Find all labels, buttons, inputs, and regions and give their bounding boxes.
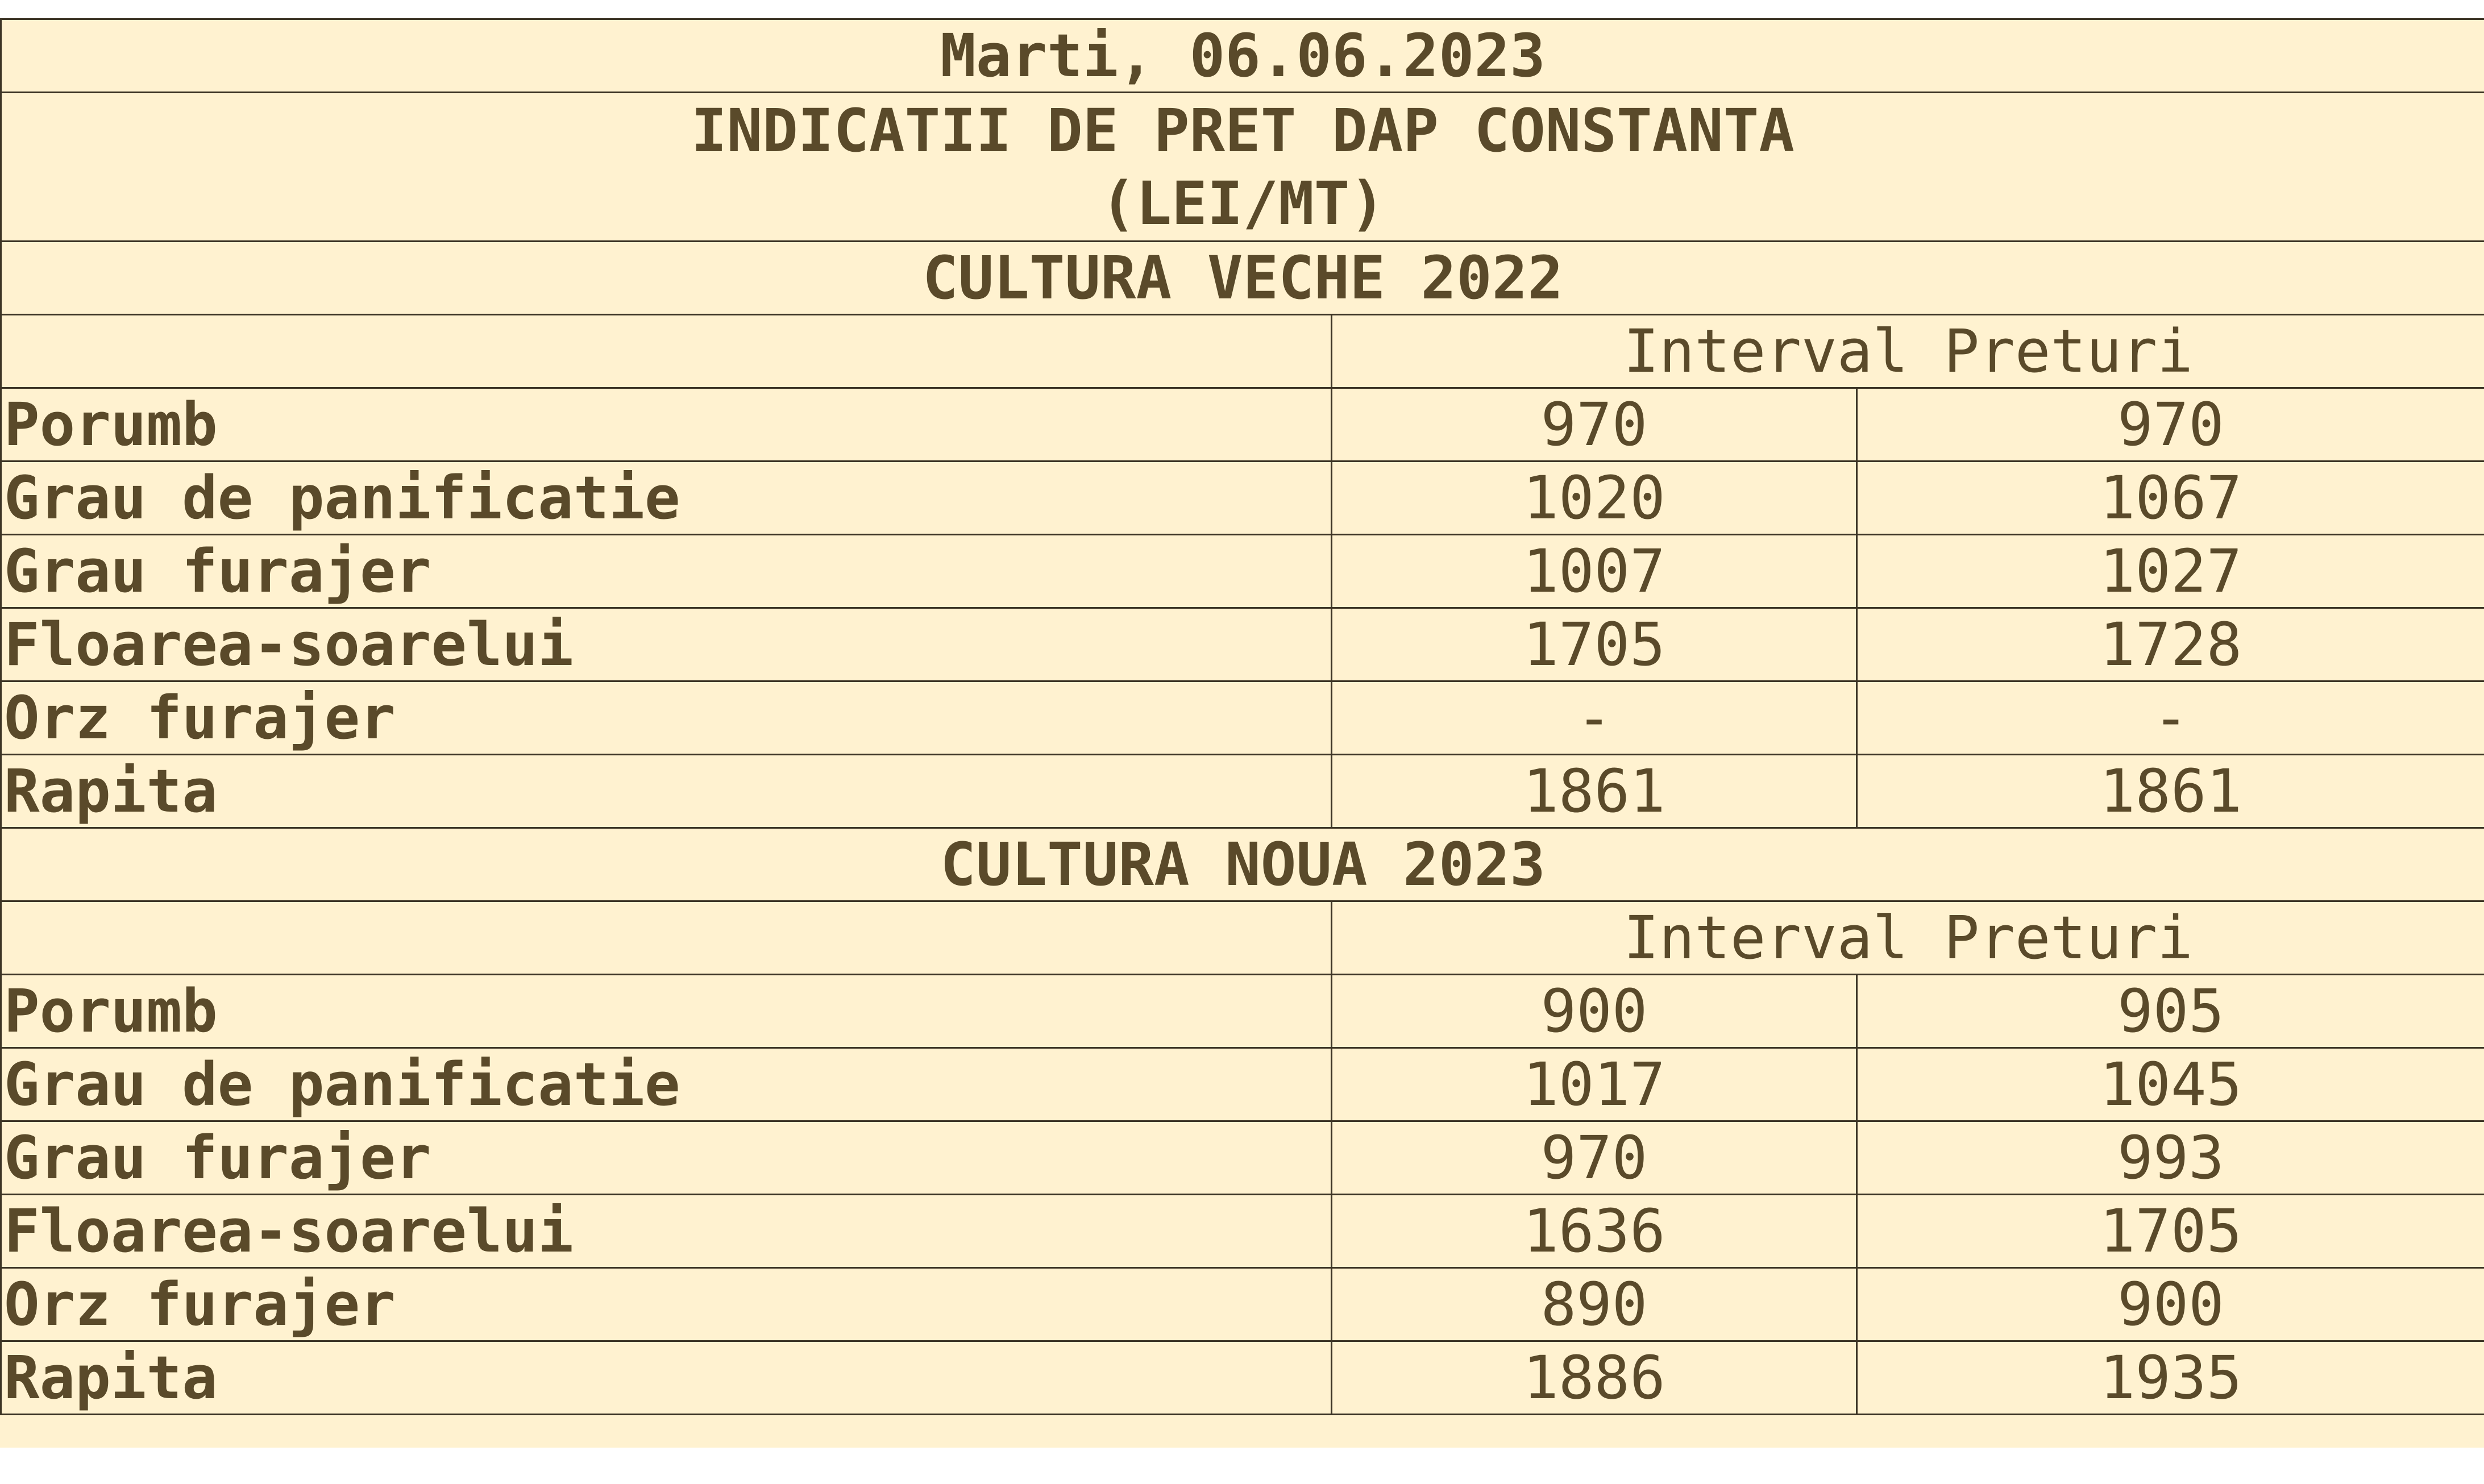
section-header-row [1, 828, 2484, 901]
crop-name: Rapita [1, 1341, 1332, 1415]
crop-name: Floarea-soarelui [1, 1195, 1332, 1268]
range-header-row [1, 901, 2484, 975]
price-table [0, 18, 2484, 1415]
price-max: 1027 [1857, 535, 2484, 608]
price-min: 890 [1332, 1268, 1857, 1341]
table-row [1, 681, 2484, 755]
table-row [1, 1341, 2484, 1415]
crop-name: Porumb [1, 975, 1332, 1048]
crop-name: Grau de panificatie [1, 1048, 1332, 1121]
price-min: 900 [1332, 975, 1857, 1048]
price-min: 1705 [1332, 608, 1857, 681]
range-header-empty [1, 901, 1332, 975]
price-max: 993 [1857, 1121, 2484, 1195]
crop-name: Grau furajer [1, 535, 1332, 608]
table-row [1, 755, 2484, 828]
title-row [1, 93, 2484, 242]
price-max: 1705 [1857, 1195, 2484, 1268]
crop-name: Floarea-soarelui [1, 608, 1332, 681]
price-max: 1728 [1857, 608, 2484, 681]
price-min: 970 [1332, 388, 1857, 462]
crop-name: Porumb [1, 388, 1332, 462]
title-line-2: (LEI/MT) [1100, 168, 1385, 238]
table-row [1, 1268, 2484, 1341]
range-header-row [1, 315, 2484, 388]
table-row [1, 975, 2484, 1048]
range-header-empty [1, 315, 1332, 388]
crop-name: Orz furajer [1, 681, 1332, 755]
price-min: 1861 [1332, 755, 1857, 828]
price-max: 970 [1857, 388, 2484, 462]
crop-name: Rapita [1, 755, 1332, 828]
range-header-label: Interval Preturi [1332, 315, 2484, 388]
price-max: 905 [1857, 975, 2484, 1048]
table-row [1, 535, 2484, 608]
price-min: 1007 [1332, 535, 1857, 608]
price-max: 1067 [1857, 462, 2484, 535]
price-min: 970 [1332, 1121, 1857, 1195]
price-max: 1935 [1857, 1341, 2484, 1415]
date-cell: Marti, 06.06.2023 [1, 19, 2484, 93]
price-min: 1636 [1332, 1195, 1857, 1268]
crop-name: Grau de panificatie [1, 462, 1332, 535]
price-min: 1017 [1332, 1048, 1857, 1121]
price-max: - [1857, 681, 2484, 755]
price-sheet [0, 18, 2484, 1448]
crop-name: Orz furajer [1, 1268, 1332, 1341]
table-row [1, 1121, 2484, 1195]
table-row [1, 462, 2484, 535]
section-header-row [1, 242, 2484, 315]
price-min: 1886 [1332, 1341, 1857, 1415]
table-row [1, 608, 2484, 681]
range-header-label: Interval Preturi [1332, 901, 2484, 975]
table-row [1, 1048, 2484, 1121]
crop-name: Grau furajer [1, 1121, 1332, 1195]
price-max: 900 [1857, 1268, 2484, 1341]
table-row [1, 1195, 2484, 1268]
title-line-1: INDICATII DE PRET DAP CONSTANTA [691, 95, 1795, 165]
price-max: 1861 [1857, 755, 2484, 828]
section-title: CULTURA VECHE 2022 [1, 242, 2484, 315]
section-title: CULTURA NOUA 2023 [1, 828, 2484, 901]
date-row [1, 19, 2484, 93]
table-row [1, 388, 2484, 462]
price-max: 1045 [1857, 1048, 2484, 1121]
title-cell [1, 93, 2484, 242]
price-min: - [1332, 681, 1857, 755]
price-min: 1020 [1332, 462, 1857, 535]
